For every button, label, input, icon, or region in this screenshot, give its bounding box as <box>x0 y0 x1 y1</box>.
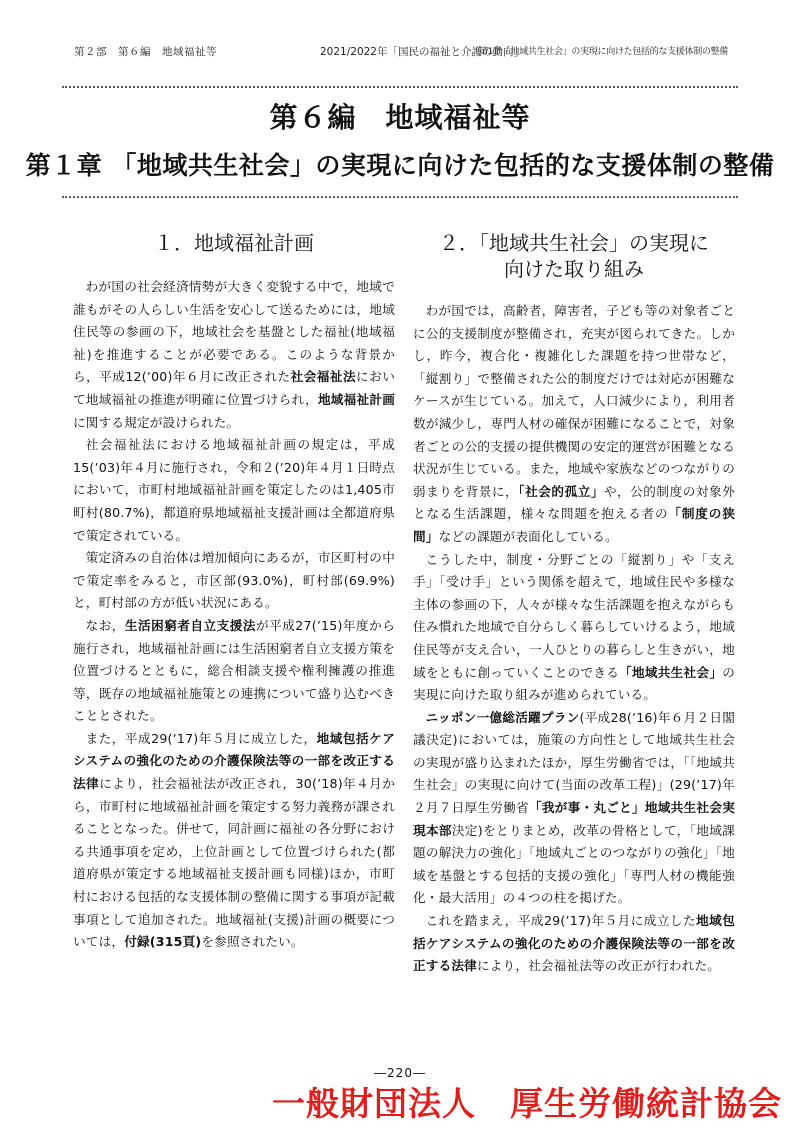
top-divider <box>62 86 738 88</box>
bold-term: 地域包括ケアシステムの強化のための介護保険法等の一部を改正する法律 <box>73 730 395 792</box>
bold-term: 「社会的孤立」 <box>518 483 605 499</box>
section-heading-2: ２．「地域共生社会」の実現に 向けた取り組み <box>439 231 709 281</box>
paragraph: わが国の社会経済情勢が大きく変貌する中で，地域で誰もがその人らしい生活を安心して送るためには，地域住民等の参画の下，地域社会を基盤とした福祉(地域福祉)を推進することが必要である。このような背景から，平成12(ʼ00)年６月に改正された社会福祉法において地域福祉の推進が明確に位置づけられ，地域福祉計画に関する規定が設けられた。 <box>73 279 396 430</box>
running-header <box>74 44 728 62</box>
appendix-reference: 付録(315頁) <box>124 934 202 950</box>
header-section-label: 第２部 第６編 地域福祉等 <box>74 46 217 58</box>
bold-term: 地域包括ケアシステムの強化のための介護保険法等の一部を改正する法律 <box>413 913 735 974</box>
bold-term: 社会福祉法 <box>290 369 357 385</box>
bold-term: ニッポン一億総活躍プラン <box>425 709 580 725</box>
publisher-watermark: 一般財団法人 厚生労働統計協会 <box>272 1084 782 1123</box>
header-chapter-label: 第1章「地域共生社会」の実現に向けた包括的な支援体制の整備 <box>478 47 728 57</box>
paragraph: こうした中，制度・分野ごとの「縦割り」や「支え手」「受け手」という関係を超えて，地域住民や多様な主体の参画の下，人々が様々な生活課題を抱えながらも住み慣れた地域で自分らしく暮らしていけるよう，地域住民等が支え合い，一人ひとりの暮らしと生きがい，地域をともに創っていくことのできる「地域共生社会」の実現に向けた取り組みが進められている。 <box>413 551 736 703</box>
left-column <box>73 230 395 954</box>
bold-term: 「我が事・丸ごと」地域共生社会実現本部 <box>413 800 735 838</box>
paragraph: これを踏まえ，平成29(ʼ17)年５月に成立した地域包括ケアシステムの強化のための介護保険法等の一部を改正する法律により，社会福祉法等の改正が行われた。 <box>413 913 735 974</box>
part-title: 第６編 地域福祉等 <box>269 101 531 134</box>
paragraph: 策定済みの自治体は増加傾向にあるが，市区町村の中で策定率をみると，市区部(93.0%)，町村部(69.9%)と，町村部の方が低い状況にある。 <box>73 550 395 611</box>
page-number: ―220― <box>374 1066 426 1080</box>
section-heading-1: １．地域福祉計画 <box>154 231 314 255</box>
paragraph: なお，生活困窮者自立支援法が平成27(ʼ15)年度から施行され，地域福祉計画には生活困窮者自立支援方策を位置づけるとともに，総合相談支援や権利擁護の推進等，既存の地域福祉施策との連携について盛り込むべきこととされた。 <box>73 617 396 724</box>
chapter-title: 第１章 「地域共生社会」の実現に向けた包括的な支援体制の整備 <box>25 151 775 180</box>
bold-term: 地域福祉計画 <box>317 391 396 407</box>
bold-term: 生活困窮者自立支援法 <box>124 617 256 633</box>
paragraph: また，平成29(ʼ17)年５月に成立した，地域包括ケアシステムの強化のための介護保険法等の一部を改正する法律により，社会福祉法が改正され，30(ʼ18)年４月から，市町村に地域福祉計画を策定する努力義務が課されることとなった。併せて，同計画に福祉の各分野における共通事項を定め，上位計画として位置づけられた(都道府県が策定する地域福祉支援計画も同様)ほか，市町村における包括的な支援体制の整備に関する事項が記載事項として追加された。地域福祉(支援)計画の概要については，付録(315頁)を参照されたい。 <box>73 730 395 950</box>
bold-term: 「地域共生社会」 <box>619 664 723 680</box>
right-column <box>413 230 735 978</box>
header-publication-title: 2021/2022年「国民の福祉と介護の動向」 <box>320 46 524 58</box>
title-divider <box>62 196 738 198</box>
bold-term: 「制度の狭間」 <box>413 506 735 544</box>
paragraph: ニッポン一億総活躍プラン(平成28(ʼ16)年６月２日閣議決定)においては，施策の方向性として地域共生社会の実現が盛り込まれたほか，厚生労働省では，「「地域共生社会」の実現に向けて(当面の改革工程)」(29(ʼ17)年２月７日厚生労働省「我が事・丸ごと」地域共生社会実現本部決定)をとりまとめ，改革の骨格として，「地域課題の解決力の強化」「地域丸ごとのつながりの強化」「地域を基盤とする包括的支援の強化」「専門人材の機能強化・最大活用」の４つの柱を掲げた。 <box>413 709 735 906</box>
paragraph: わが国では，高齢者，障害者，子ども等の対象者ごとに公的支援制度が整備され，充実が図られてきた。しかし，昨今，複合化・複雑化した課題を持つ世帯など，「縦割り」で整備された公的制度だけでは対応が困難なケースが生じている。加えて，人口減少により，利用者数が減少し，専門人材の確保が困難になることで，対象者ごとの公的支援の提供機関の安定的運営が困難となる状況が生じている。また，地域や家族などのつながりの弱まりを背景に，「社会的孤立」や，公的制度の対象外となる生活課題，様々な問題を抱える者の「制度の狭間」などの課題が表面化している。 <box>413 303 735 544</box>
paragraph: 社会福祉法における地域福祉計画の規定は，平成15(ʼ03)年４月に施行され，令和２(ʼ20)年４月１日時点において，市町村地域福祉計画を策定したのは1,405市町村(80.7%)，都道府県地域福祉支援計画は全都道府県で策定されている。 <box>73 437 395 543</box>
